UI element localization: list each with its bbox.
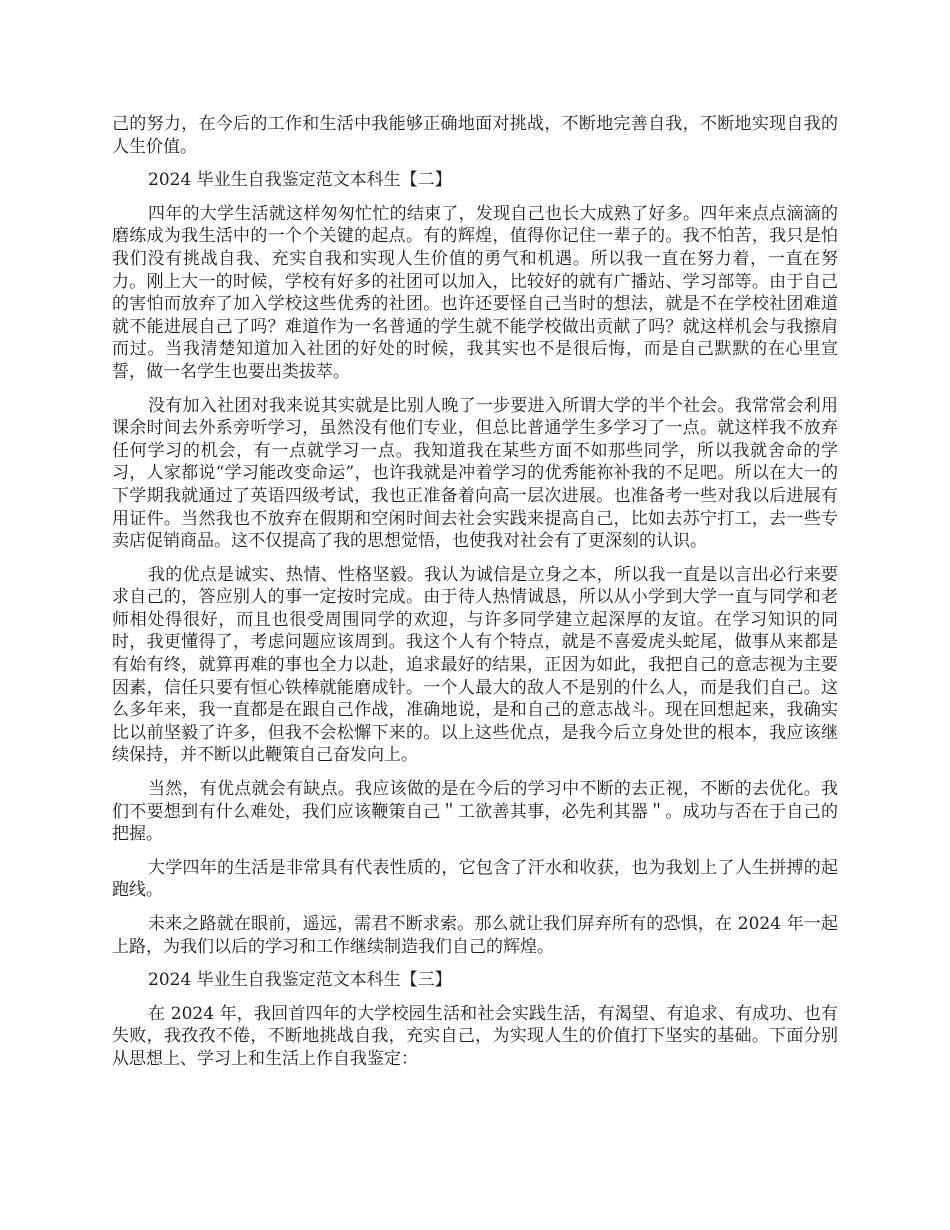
paragraph-body: 当然，有优点就会有缺点。我应该做的是在今后的学习中不断的去正视，不断的去优化。我们不要想到有什么难处，我们应该鞭策自己＂工欲善其事，必先利其器＂。成功与否在于自己的把握。 (112, 779, 838, 845)
paragraph-body: 未来之路就在眼前，遥远，需君不断求索。那么就让我们屏弃所有的恐惧，在 2024 年一起上路，为我们以后的学习和工作继续制造我们自己的辉煌。 (112, 914, 838, 957)
paragraph-continuation: 己的努力，在今后的工作和生活中我能够正确地面对挑战，不断地完善自我，不断地实现自我的人生价值。 (112, 114, 838, 157)
paragraph-body: 四年的大学生活就这样匆匆忙忙的结束了，发现自己也长大成熟了好多。四年来点点滴滴的磨练成为我生活中的一个个关键的起点。有的辉煌，值得你记住一辈子的。我不怕苦，我只是怕我们没有挑战自我、充实自我和实现人生价值的勇气和机遇。所以我一直在努力着，一直在努力。刚上大一的时候，学校有好多的社团可以加入，比较好的就有广播站、学习部等。由于自己的害怕而放弃了加入学校这些优秀的社团。也许还要怪自己当时的想法，就是不在学校社团难道就不能进展自己了吗？难道作为一名普通的学生就不能学校做出贡献了吗？就这样机会与我擦肩而过。当我清楚知道加入社团的好处的时候，我其实也不是很后悔，而是自己默默的在心里宣誓，做一名学生也要出类拔萃。 (112, 203, 838, 382)
section-heading-2: 2024 毕业生自我鉴定范文本科生【二】 (148, 170, 452, 191)
document-page (112, 113, 838, 1082)
paragraph-body: 我的优点是诚实、热情、性格坚毅。我认为诚信是立身之本，所以我一直是以言出必行来要求自己的，答应别人的事一定按时完成。由于待人热情诚恳，所以从小学到大学一直与同学和老师相处得很好，而且也很受周围同学的欢迎，与许多同学建立起深厚的友谊。在学习知识的同时，我更懂得了，考虑问题应该周到。我这个人有个特点，就是不喜爱虎头蛇尾，做事从来都是有始有终，就算再难的事也全力以赴，追求最好的结果，正因为如此，我把自己的意志视为主要因素，信任只要有恒心铁棒就能磨成针。一个人最大的敌人不是别的什么人，而是我们自己。这么多年来，我一直都是在跟自己作战，准确地说，是和自己的意志战斗。现在回想起来，我确实比以前坚毅了许多，但我不会松懈下来的。以上这些优点，是我今后立身处世的根本，我应该继续保持，并不断以此鞭策自己奋发向上。 (112, 564, 838, 766)
paragraph-body: 大学四年的生活是非常具有代表性质的，它包含了汗水和收获，也为我划上了人生拼搏的起跑线。 (112, 857, 838, 901)
section-heading-3: 2024 毕业生自我鉴定范文本科生【三】 (148, 970, 452, 991)
paragraph-body: 没有加入社团对我来说其实就是比别人晚了一步要进入所谓大学的半个社会。我常常会利用课余时间去外系旁听学习，虽然没有他们专业，但总比普通学生多学习了一点。就这样我不放弃任何学习的机会，有一点就学习一点。我知道我在某些方面不如那些同学，所以我就舍命的学习，人家都说“学习能改变命运”，也许我就是冲着学习的优秀能祢补我的不足吧。所以在大一的下学期我就通过了英语四级考试，我也正准备着向高一层次进展。也准备考一些对我以后进展有用证件。当然我也不放弃在假期和空闲时间去社会实践来提高自己，比如去苏宁打工，去一些专卖店促销商品。这不仅提高了我的思想觉悟，也使我对社会有了更深刻的认识。 (112, 395, 838, 552)
paragraph-body: 在 2024 年，我回首四年的大学校园生活和社会实践生活，有渴望、有追求、有成功、也有失败，我孜孜不倦，不断地挑战自我，充实自己，为实现人生的价值打下坚实的基础。下面分别从思想上、学习上和生活上作自我鉴定： (112, 1003, 838, 1069)
